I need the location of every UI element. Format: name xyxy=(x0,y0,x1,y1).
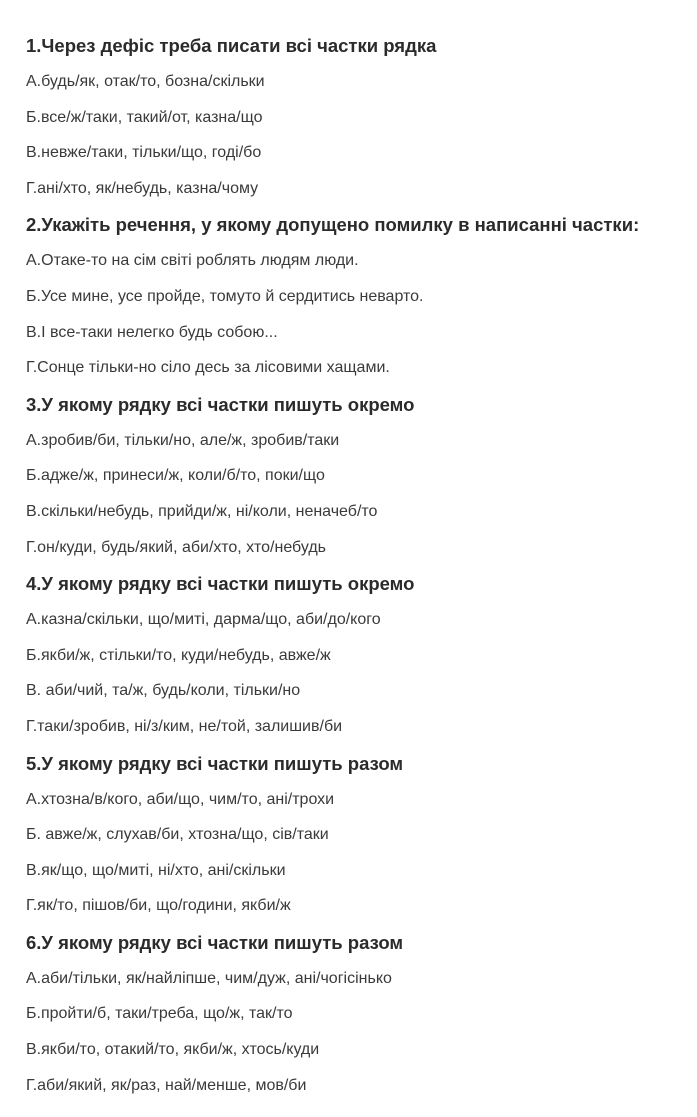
answer-option-v: В.як/що, що/миті, ні/хто, ані/скільки xyxy=(26,861,286,879)
question-4 xyxy=(26,565,697,744)
answer-option-b: Б. авже/ж, слухав/би, хтозна/що, сів/таки xyxy=(26,826,329,844)
answer-option-a: А.Отаке-то на сім світі роблять людям люди. xyxy=(26,252,359,270)
answer-option-b: Б.якби/ж, стільки/то, куди/небудь, авже/ж xyxy=(26,646,331,664)
answer-option-h: Г.Сонце тільки-но сіло десь за лісовими хащами. xyxy=(26,359,390,377)
question-title: 3.У якому рядку всі частки пишуть окремо xyxy=(26,393,415,415)
answer-option-v: В.І все-таки нелегко будь собою... xyxy=(26,323,278,341)
question-1 xyxy=(26,27,697,206)
answer-option-b: Б.адже/ж, принеси/ж, коли/б/то, поки/що xyxy=(26,467,325,485)
question-title: 5.У якому рядку всі частки пишуть разом xyxy=(26,752,404,774)
question-title: 1.Через дефіс треба писати всі частки рядка xyxy=(26,35,437,56)
answer-option-h: Г.як/то, пішов/би, що/години, якби/ж xyxy=(26,897,291,915)
answer-option-h: Г.он/куди, будь/який, аби/хто, хто/небудь xyxy=(26,538,326,556)
question-title: 4.У якому рядку всі частки пишуть окремо xyxy=(26,573,415,595)
answer-option-b: Б.пройти/б, таки/треба, що/ж, так/то xyxy=(26,1005,293,1023)
answer-option-a: А.хтозна/в/кого, аби/що, чим/то, ані/трохи xyxy=(26,790,335,808)
quiz-document xyxy=(26,27,697,1103)
question-title: 2.Укажіть речення, у якому допущено помилку в написанні частки: xyxy=(26,214,640,236)
answer-option-b: Б.все/ж/таки, такий/от, казна/що xyxy=(26,108,263,126)
answer-option-b: Б.Усе мине, усе пройде, томуто й сердитись неварто. xyxy=(26,287,424,305)
question-5 xyxy=(26,745,697,924)
answer-option-v: В. аби/чий, та/ж, будь/коли, тільки/но xyxy=(26,682,301,700)
answer-option-h: Г.таки/зробив, ні/з/ким, не/той, залишив/би xyxy=(26,717,343,735)
answer-option-a: А.будь/як, отак/то, бозна/скільки xyxy=(26,73,265,90)
answer-option-a: А.казна/скільки, що/миті, дарма/що, аби/до/кого xyxy=(26,611,381,629)
answer-option-h: Г.ані/хто, як/небудь, казна/чому xyxy=(26,179,259,197)
answer-option-v: В.невже/таки, тільки/що, годі/бо xyxy=(26,144,262,162)
answer-option-v: В.якби/то, отакий/то, якби/ж, хтось/куди xyxy=(26,1041,320,1059)
answer-option-a: А.зробив/би, тільки/но, але/ж, зробив/таки xyxy=(26,431,340,449)
question-6 xyxy=(26,924,697,1103)
question-2 xyxy=(26,206,697,385)
question-3 xyxy=(26,386,697,565)
question-title: 6.У якому рядку всі частки пишуть разом xyxy=(26,931,404,953)
answer-option-a: А.аби/тільки, як/найліпше, чим/дуж, ані/чогісінько xyxy=(26,969,392,987)
answer-option-v: В.скільки/небудь, прийди/ж, ні/коли, неначеб/то xyxy=(26,502,378,520)
answer-option-h: Г.аби/який, як/раз, най/менше, мов/би xyxy=(26,1076,307,1094)
